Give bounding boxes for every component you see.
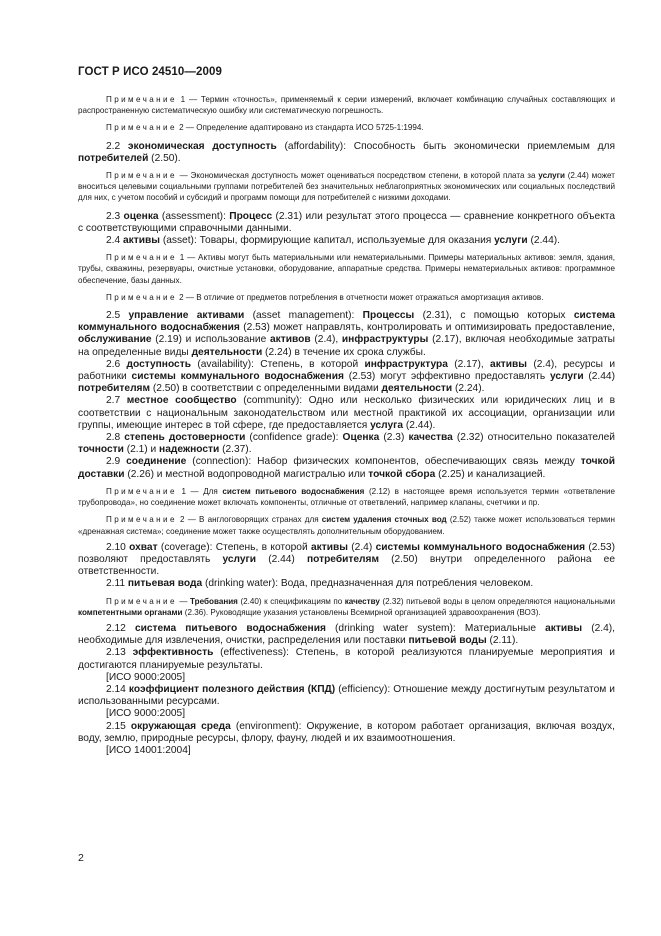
- text-run: (2.24) в течение их срока службы.: [262, 346, 426, 358]
- note-label: Примечание: [106, 596, 177, 606]
- text-run: (2.4), ресурсы и работники: [78, 358, 616, 383]
- note-paragraph: [78, 514, 615, 536]
- bold-term: качеству: [344, 596, 380, 606]
- note-label: Примечание: [106, 292, 177, 302]
- text-run: (2.50).: [148, 152, 181, 164]
- text-run: (affordability): Способность быть экономически приемлемым для: [276, 140, 615, 152]
- bold-term: доступность: [126, 358, 191, 370]
- note-label: Примечание: [106, 253, 177, 263]
- text-run: (2.44): [583, 371, 615, 383]
- note-label: Примечание: [106, 171, 177, 181]
- text-run: 1 — Активы могут быть материальными или нематериальными. Примеры материальных активов: земля, здания, трубы, скважины, резервуары, очистные установки, оборудование, аппаратные средства. Примеры нематериальных активов: программное обеспечение, базы данных.: [78, 253, 615, 285]
- bold-term: Процессы: [362, 310, 415, 322]
- term-definition: [78, 684, 615, 708]
- document-body: [78, 94, 615, 757]
- text-run: 2.14: [106, 683, 129, 695]
- bold-term: соединение: [126, 456, 187, 468]
- bold-term: надежности: [159, 444, 220, 456]
- text-run: 1 — Для: [176, 486, 223, 496]
- text-run: (connection): Набор физических компонентов, обеспечивающих связь между: [186, 456, 581, 468]
- document-header: ГОСТ Р ИСО 24510—2009: [78, 66, 223, 78]
- text-run: 2.5: [106, 310, 129, 322]
- text-run: —: [176, 596, 191, 606]
- text-run: (2.25) и канализацией.: [435, 468, 546, 480]
- note-paragraph: [78, 486, 615, 508]
- bold-term: услуги: [550, 371, 584, 383]
- text-run: 2.3: [106, 210, 124, 222]
- text-run: 2.11: [106, 578, 128, 590]
- note-paragraph: [78, 170, 615, 204]
- bold-term: система коммунального водоснабжения: [78, 310, 615, 334]
- term-definition: [78, 623, 615, 647]
- text-run: (drinking water): Вода, предназначенная для потребления человеком.: [202, 578, 534, 590]
- text-run: (availability): Степень, в которой: [190, 358, 365, 370]
- text-run: (environment): Окружение, в котором работает организация, включая воздух, воду, землю, природные ресурсы, флору, фауну, людей и их взаимоотношения.: [78, 720, 615, 744]
- term-definition: [78, 721, 615, 745]
- text-run: [ИСО 9000:2005]: [106, 671, 186, 683]
- bold-term: системы коммунального водоснабжения: [375, 541, 586, 553]
- bold-term: активов: [270, 334, 311, 346]
- text-run: (drinking water system): Материальные: [325, 622, 546, 634]
- text-run: (2.53) могут эффективно предоставлять: [343, 371, 550, 383]
- term-definition: [78, 310, 615, 359]
- text-run: (2.52) также может использоваться термин «дренажная система»; соединение может также осуществлять дополнительным оборудованием.: [78, 515, 616, 536]
- text-run: 2 — В англоговорящих странах для: [176, 515, 322, 525]
- bold-term: экономическая доступность: [127, 140, 277, 152]
- text-run: 2.7: [106, 395, 127, 407]
- page-number: 2: [78, 852, 84, 864]
- text-run: (2.44): [256, 553, 307, 565]
- text-run: 2.4: [106, 235, 123, 247]
- text-run: (2.26) и местной водопроводной магистралью или: [124, 468, 369, 480]
- text-run: (efficiency): Отношение между достигнутым результатом и использованными ресурсами.: [78, 683, 615, 708]
- term-definition: [78, 359, 615, 396]
- text-run: (2.44).: [527, 235, 560, 247]
- text-run: 2 — В отличие от предметов потребления в отчетности может отражаться амортизация активов.: [176, 292, 544, 302]
- text-run: (2.44).: [403, 419, 436, 431]
- bold-term: обслуживание: [78, 334, 152, 346]
- note-label: Примечание: [106, 95, 177, 104]
- bold-term: окружающая среда: [130, 720, 231, 732]
- text-run: (2.4),: [310, 334, 342, 346]
- bold-term: услуги: [538, 171, 565, 181]
- bold-term: системы коммунального водоснабжения: [131, 371, 344, 383]
- bold-term: точкой доставки: [78, 456, 615, 480]
- term-definition: [78, 647, 615, 671]
- bold-term: инфраструктуры: [341, 334, 429, 346]
- bold-term: питьевая вода: [127, 578, 203, 590]
- text-run: 2.13: [106, 647, 133, 659]
- text-run: [ИСО 14001:2004]: [106, 744, 191, 756]
- text-run: (2.19) и использование: [151, 334, 270, 346]
- bold-term: активы: [490, 358, 528, 370]
- text-run: (asset management):: [244, 310, 363, 322]
- bold-term: Процесс: [229, 210, 273, 222]
- term-definition: [78, 235, 615, 247]
- text-run: (2.24).: [452, 383, 485, 395]
- text-run: (2.53) позволяют предоставлять: [78, 541, 615, 565]
- term-definition: [78, 211, 615, 235]
- text-run: 2 — Определение адаптировано из стандарта ИСО 5725-1:1994.: [176, 123, 424, 133]
- text-run: (2.17), включая необходимые затраты на определенные виды: [78, 334, 615, 358]
- text-run: (2.50) в соответствии с определенными видами: [150, 383, 382, 395]
- bold-term: активы: [123, 235, 160, 247]
- text-run: — Экономическая доступность может оцениваться посредством степени, в которой плата за: [176, 171, 539, 181]
- bold-term: активы: [545, 622, 583, 634]
- bold-term: услуги: [222, 553, 257, 565]
- bold-term: компетентными органами: [78, 607, 183, 617]
- text-run: (asset): Товары, формирующие капитал, используемые для оказания: [159, 235, 495, 247]
- text-run: (2.3): [379, 432, 409, 444]
- text-run: (community): Одно или несколько физических или юридических лиц и в соответствии с национальным законодательством или местной практикой их ассоциации, организации или группы, имеющие интерес в той сфере, где предоставляется: [78, 395, 616, 431]
- note-paragraph: [78, 94, 615, 116]
- bold-term: эффективность: [132, 647, 214, 659]
- text-run: 2.9: [106, 456, 127, 468]
- bold-term: система питьевого водоснабжения: [134, 622, 326, 634]
- bold-term: оценка: [123, 210, 159, 222]
- bold-term: потребителям: [78, 383, 151, 395]
- bold-term: активы: [310, 541, 348, 553]
- bold-term: услуга: [370, 419, 404, 431]
- bold-term: деятельности: [191, 346, 263, 358]
- text-run: (2.11).: [486, 635, 519, 647]
- bold-term: инфраструктура: [364, 358, 448, 370]
- text-run: (2.37).: [219, 444, 252, 456]
- text-run: (2.31) или результат этого процесса — сравнение конкретного объекта с соответствующими справочными данными.: [78, 210, 615, 234]
- bold-term: питьевой воды: [408, 635, 487, 647]
- bold-term: деятельности: [381, 383, 453, 395]
- bold-term: охват: [129, 541, 158, 553]
- text-run: (2.44) может вноситься целевыми социальными группами потребителей без значительных неблагоприятных экономических или социальных последствий для них, с учетом пособий и субсидий и программ помощи для потребителей с низкими доходами.: [78, 171, 615, 203]
- note-label: Примечание: [106, 486, 177, 496]
- reference-citation: [78, 745, 615, 757]
- bold-term: Требования: [190, 596, 238, 606]
- text-run: (2.17),: [447, 358, 491, 370]
- term-definition: [78, 542, 615, 579]
- note-paragraph: [78, 122, 615, 133]
- bold-term: Оценка: [342, 432, 380, 444]
- term-definition: [78, 578, 615, 590]
- text-run: (2.4): [347, 541, 376, 553]
- text-run: (2.1) и: [123, 444, 160, 456]
- text-run: (assessment):: [158, 210, 230, 222]
- note-paragraph: [78, 292, 615, 303]
- note-label: Примечание: [106, 123, 177, 133]
- text-run: 2.12: [106, 622, 135, 634]
- text-run: (coverage): Степень, в которой: [157, 541, 311, 553]
- reference-citation: [78, 708, 615, 720]
- bold-term: коэффициент полезного действия (КПД): [128, 683, 336, 695]
- text-run: (2.31), с помощью которых: [414, 310, 574, 322]
- term-definition: [78, 456, 615, 480]
- term-definition: [78, 141, 615, 165]
- bold-term: степень достоверности: [124, 432, 246, 444]
- text-run: 1 — Термин «точность», применяемый к серии измерений, включает комбинацию случайных составляющих и распространенную систематическую ошибку или систематическую погрешность.: [78, 95, 615, 116]
- text-run: (effectiveness): Степень, в которой реализуются планируемые мероприятия и достигаются планируемые результаты.: [78, 647, 615, 671]
- bold-term: местное сообщество: [126, 395, 237, 407]
- note-paragraph: [78, 252, 615, 286]
- text-run: (2.40) к спецификациям по: [237, 596, 345, 606]
- text-run: (2.12) в настоящее время используется термин «ответвление трубопровода», но соединение может включать компоненты, отличные от ответвлений, например клапаны, счетчики и пр.: [78, 486, 615, 508]
- bold-term: точности: [78, 444, 124, 456]
- text-run: [ИСО 9000:2005]: [106, 708, 186, 720]
- text-run: 2.15: [106, 720, 131, 732]
- text-run: 2.8: [106, 432, 125, 444]
- bold-term: потребителей: [78, 152, 149, 164]
- bold-term: систем удаления сточных вод: [321, 515, 447, 525]
- text-run: 2.10: [106, 541, 130, 553]
- bold-term: систем питьевого водоснабжения: [222, 486, 365, 496]
- text-run: (2.32) питьевой воды в целом определяются национальными: [379, 596, 616, 606]
- bold-term: точкой сбора: [368, 468, 436, 480]
- text-run: (2.53) может направлять, контролировать и оптимизировать предоставление,: [239, 322, 616, 334]
- text-run: (2.50) внутри определенного района ее ответственности.: [78, 553, 615, 578]
- text-run: (2.4), необходимые для извлечения, очистки, распределения или поставки: [78, 622, 616, 647]
- note-paragraph: [78, 596, 615, 618]
- bold-term: качества: [408, 432, 453, 444]
- reference-citation: [78, 672, 615, 684]
- text-run: (2.32) относительно показателей: [452, 432, 615, 444]
- text-run: 2.2: [106, 140, 128, 152]
- bold-term: управление активами: [128, 310, 245, 322]
- bold-term: услуги: [494, 235, 528, 247]
- bold-term: потребителям: [306, 553, 379, 565]
- term-definition: [78, 432, 615, 456]
- text-run: 2.6: [106, 358, 127, 370]
- text-run: (2.36). Руководящие указания установлены Всемирной организацией здравоохранения (ВОЗ).: [182, 607, 541, 617]
- note-label: Примечание: [106, 515, 177, 525]
- term-definition: [78, 395, 615, 432]
- text-run: (confidence grade):: [245, 432, 343, 444]
